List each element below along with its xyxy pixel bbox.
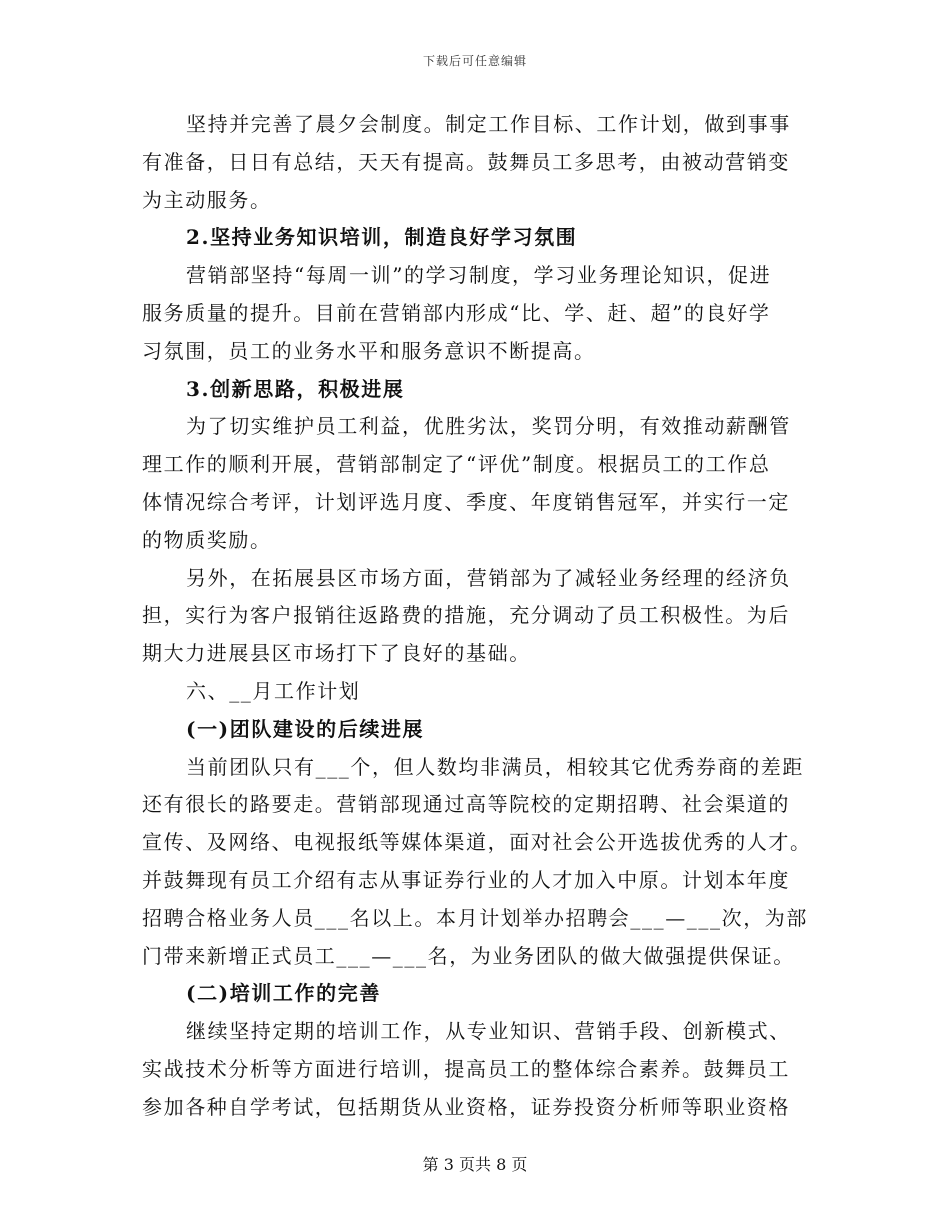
subsection-heading: (二)培训工作的完善 bbox=[186, 981, 381, 1006]
paragraph-line: 招聘合格业务人员___名以上。本月计划举办招聘会___—___次，为部 bbox=[142, 905, 808, 930]
paragraph-line: 习氛围，员工的业务水平和服务意识不断提高。 bbox=[142, 338, 596, 363]
paragraph-line: 参加各种自学考试，包括期货从业资格，证券投资分析师等职业资格 bbox=[142, 1094, 790, 1119]
page-header: 下载后可任意编辑 bbox=[422, 54, 527, 68]
section-heading: 2.坚持业务知识培训，制造良好学习氛围 bbox=[186, 225, 578, 250]
paragraph-line: 体情况综合考评，计划评选月度、季度、年度销售冠军，并实行一定 bbox=[142, 489, 790, 514]
section-heading: 3.创新思路，积极进展 bbox=[186, 376, 405, 401]
paragraph-line: 为了切实维护员工利益，优胜劣汰，奖罚分明，有效推动薪酬管 bbox=[186, 414, 791, 439]
paragraph-line: 还有很长的路要走。营销部现通过高等院校的定期招聘、社会渠道的 bbox=[142, 792, 790, 817]
paragraph-line: 门带来新增正式员工___—___名，为业务团队的做大做强提供保证。 bbox=[142, 943, 795, 968]
paragraph-line: 有准备，日日有总结，天天有提高。鼓舞员工多思考，由被动营销变 bbox=[142, 149, 790, 174]
paragraph-line: 实战技术分析等方面进行培训，提高员工的整体综合素养。鼓舞员工 bbox=[142, 1056, 790, 1081]
paragraph-line: 担，实行为客户报销往返路费的措施，充分调动了员工积极性。为后 bbox=[142, 603, 790, 628]
page-body bbox=[142, 106, 812, 1127]
paragraph-line: 服务质量的提升。目前在营销部内形成“比、学、赶、超”的良好学 bbox=[142, 300, 771, 325]
paragraph-line: 营销部坚持“每周一训”的学习制度，学习业务理论知识，促进 bbox=[186, 263, 772, 288]
page-number: 第 3 页共 8 页 bbox=[422, 1155, 528, 1174]
paragraph-line: 宣传、及网络、电视报纸等媒体渠道，面对社会公开选拔优秀的人才。 bbox=[142, 830, 812, 855]
paragraph-line: 的物质奖励。 bbox=[142, 527, 272, 552]
paragraph-line: 当前团队只有___个，但人数均非满员，相较其它优秀券商的差距 bbox=[186, 754, 804, 779]
paragraph-line: 坚持并完善了晨夕会制度。制定工作目标、工作计划，做到事事 bbox=[186, 112, 791, 136]
paragraph-line: 另外，在拓展县区市场方面，营销部为了减轻业务经理的经济负 bbox=[186, 565, 791, 590]
paragraph-line: 期大力进展县区市场打下了良好的基础。 bbox=[142, 641, 531, 666]
paragraph-line: 理工作的顺利开展，营销部制定了“评优”制度。根据员工的工作总 bbox=[142, 452, 771, 477]
subsection-heading: (一)团队建设的后续进展 bbox=[186, 716, 425, 741]
paragraph-line: 并鼓舞现有员工介绍有志从事证券行业的人才加入中原。计划本年度 bbox=[142, 867, 790, 892]
paragraph-line: 为主动服务。 bbox=[142, 187, 272, 212]
section-heading: 六、__月工作计划 bbox=[186, 678, 361, 703]
paragraph-line: 继续坚持定期的培训工作，从专业知识、营销手段、创新模式、 bbox=[186, 1019, 791, 1044]
